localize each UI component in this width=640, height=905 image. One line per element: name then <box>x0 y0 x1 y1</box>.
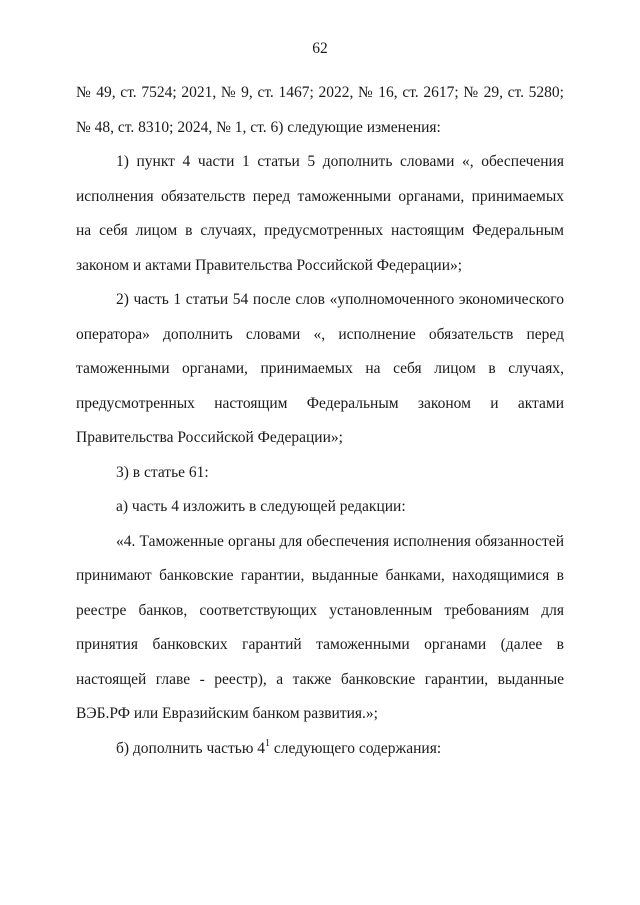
paragraph-item-1: 1) пункт 4 части 1 статьи 5 дополнить словами «, обеспечения исполнения обязательств перед таможенными органами, принимаемых на себя лицом в случаях, предусмотренных настоящим Федеральным законом и актами Правительства Российской Федерации»; <box>76 153 564 274</box>
page-number: 62 <box>312 40 328 57</box>
paragraph-subitem-a: а) часть 4 изложить в следующей редакции: <box>116 498 406 515</box>
document-body <box>76 76 564 766</box>
superscript-part-number: 1 <box>265 737 271 749</box>
subitem-b-before: б) дополнить частью 4 <box>116 739 266 757</box>
paragraph-quoted-part-4: «4. Таможенные органы для обеспечения исполнения обязанностей принимают банковские гарантии, выданные банками, находящимися в реестре банков, соответствующих установленным требованиям для принятия банковских гарантий таможенными органами (далее в настоящей главе - реестр), а также банковские гарантии, выданные ВЭБ.РФ или Евразийским банком развития.»; <box>76 532 564 722</box>
paragraph-subitem-b <box>76 732 564 767</box>
paragraph-item-3: 3) в статье 61: <box>116 463 209 481</box>
paragraph-citation-continuation: № 49, ст. 7524; 2021, № 9, ст. 1467; 2022, № 16, ст. 2617; № 29, ст. 5280; № 48, ст. 8310; 2024, № 1, ст. 6) следующие изменения: <box>76 84 564 136</box>
paragraph-item-2: 2) часть 1 статьи 54 после слов «уполномоченного экономического оператора» дополнить словами «, исполнение обязательств перед таможенными органами, принимаемых на себя лицом в случаях, предусмотренных настоящим Федеральным законом и актами Правительства Российской Федерации»; <box>76 291 564 446</box>
subitem-b-after: следующего содержания: <box>270 739 442 757</box>
